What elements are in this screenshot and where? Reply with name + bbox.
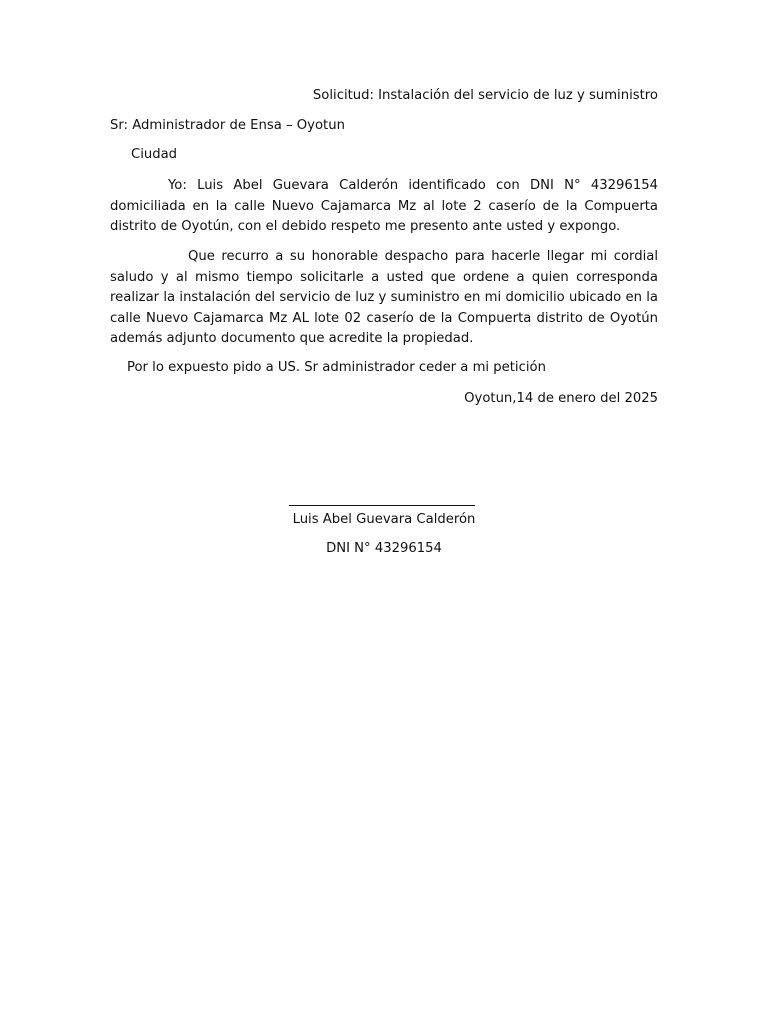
letter-subject: Solicitud: Instalación del servicio de luz y suministro [312, 88, 658, 103]
signature-dni: DNI N° 43296154 [326, 541, 442, 556]
letter-city: Ciudad [131, 147, 178, 162]
letter-paragraph-2: Que recurro a su honorable despacho para hacerle llegar mi cordial saludo y al mismo tiempo solicitarle a usted que ordene a quien corresponda realizar la instalación del servicio de luz y suministro en mi domicilio ubicado en la calle Nuevo Cajamarca Mz AL lote 02 caserío de la Compuerta distrito de Oyotún además adjunto documento que acredite la propiedad. [110, 249, 658, 346]
signature-name: Luis Abel Guevara Calderón [292, 512, 476, 527]
letter-place-date: Oyotun,14 de enero del 2025 [464, 391, 658, 406]
letter-recipient: Sr: Administrador de Ensa – Oyotun [110, 118, 345, 133]
letter-closing: Por lo expuesto pido a US. Sr administrador ceder a mi petición [127, 360, 546, 375]
signature-line [289, 505, 475, 506]
letter-paragraph-1: Yo: Luis Abel Guevara Calderón identificado con DNI N° 43296154 domiciliada en la calle Nuevo Cajamarca Mz al lote 2 caserío de la Compuerta distrito de Oyotún, con el debido respeto me presento ante usted y expongo. [110, 178, 658, 234]
